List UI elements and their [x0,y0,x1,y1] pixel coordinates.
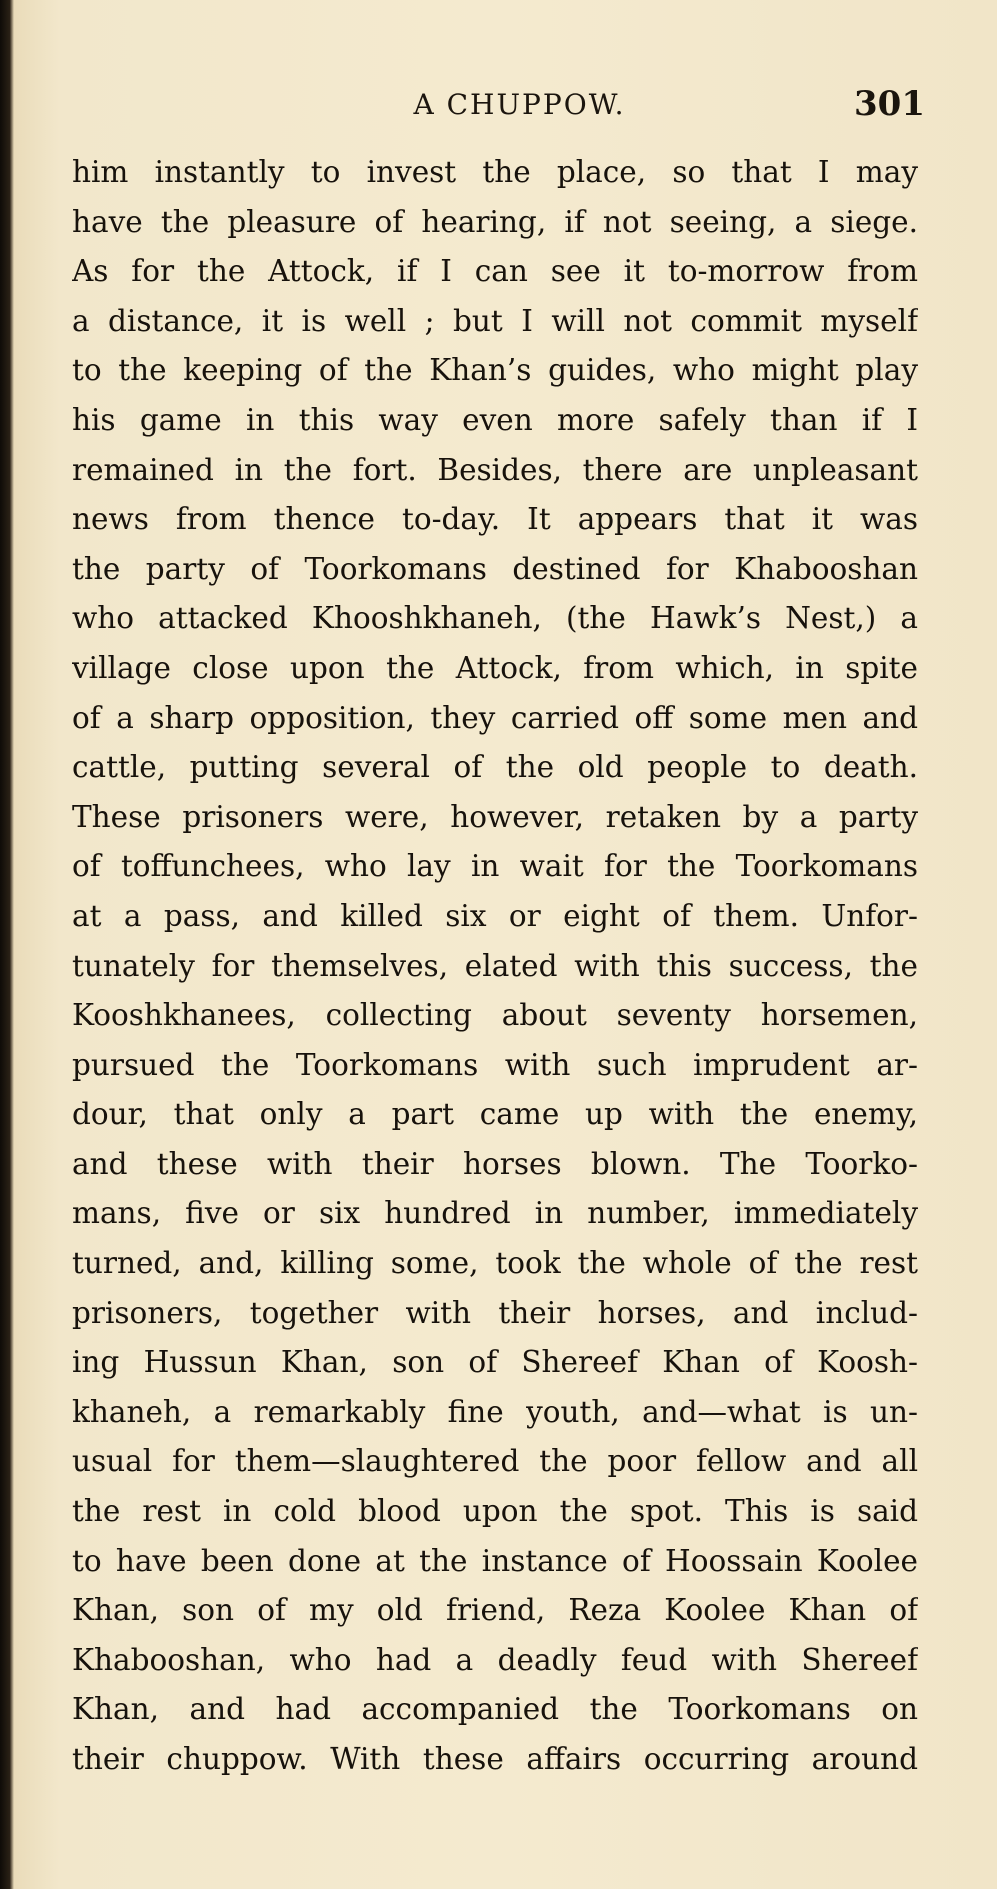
text-line: remained in the fort. Besides, there are unpleasant [72,452,918,487]
text-line: of a sharp opposition, they carried off some men and [72,700,918,735]
text-line: have the pleasure of hearing, if not seeing, a siege. [72,204,918,239]
text-line: to the keeping of the Khan’s guides, who might play [72,353,918,388]
text-line: and these with their horses blown. The Toorko- [72,1146,918,1181]
text-line: khaneh, a remarkably fine youth, and—what is un- [72,1394,918,1429]
text-line: at a pass, and killed six or eight of them. Unfor- [72,898,918,933]
text-line: These prisoners were, however, retaken by a party [72,799,918,834]
text-line: tunately for themselves, elated with this success, the [72,948,918,983]
text-line: Khan, son of my old friend, Reza Koolee Khan of [72,1593,918,1628]
text-line: village close upon the Attock, from which, in spite [72,650,918,685]
text-line: who attacked Khooshkhaneh, (the Hawk’s Nest,) a [72,601,918,636]
page-number: 301 [854,84,925,124]
text-line: the party of Toorkomans destined for Khabooshan [72,551,918,586]
text-line: dour, that only a part came up with the enemy, [72,1097,918,1132]
text-line: turned, and, killing some, took the whole of the rest [72,1246,918,1281]
text-line: news from thence to-day. It appears that it was [72,502,918,537]
text-line: pursued the Toorkomans with such imprudent ar- [72,1047,918,1082]
text-line: him instantly to invest the place, so that I may [72,155,918,189]
running-title: A CHUPPOW. [413,88,626,121]
text-line: the rest in cold blood upon the spot. This is said [72,1494,918,1529]
text-line: a distance, it is well ; but I will not commit myself [72,303,918,338]
body-text [72,148,918,1785]
text-line: their chuppow. With these affairs occurring around [72,1742,918,1776]
text-line: to have been done at the instance of Hoossain Koolee [72,1543,918,1578]
text-line: Kooshkhanees, collecting about seventy horsemen, [72,998,918,1033]
text-line: his game in this way even more safely than if I [72,402,918,437]
text-line: ing Hussun Khan, son of Shereef Khan of Koosh- [72,1345,918,1380]
text-line: Khan, and had accompanied the Toorkomans on [72,1692,918,1727]
text-line: As for the Attock, if I can see it to-morrow from [72,254,918,289]
text-line: Khabooshan, who had a deadly feud with Shereef [72,1642,918,1677]
text-line: mans, five or six hundred in number, immediately [72,1196,918,1231]
text-line: prisoners, together with their horses, and includ- [72,1295,918,1330]
text-line: usual for them—slaughtered the poor fellow and all [72,1444,918,1479]
page-header [74,84,925,136]
text-line: of toffunchees, who lay in wait for the Toorkomans [72,849,918,884]
text-line: cattle, putting several of the old people to death. [72,750,918,785]
binding-edge [0,0,14,1889]
